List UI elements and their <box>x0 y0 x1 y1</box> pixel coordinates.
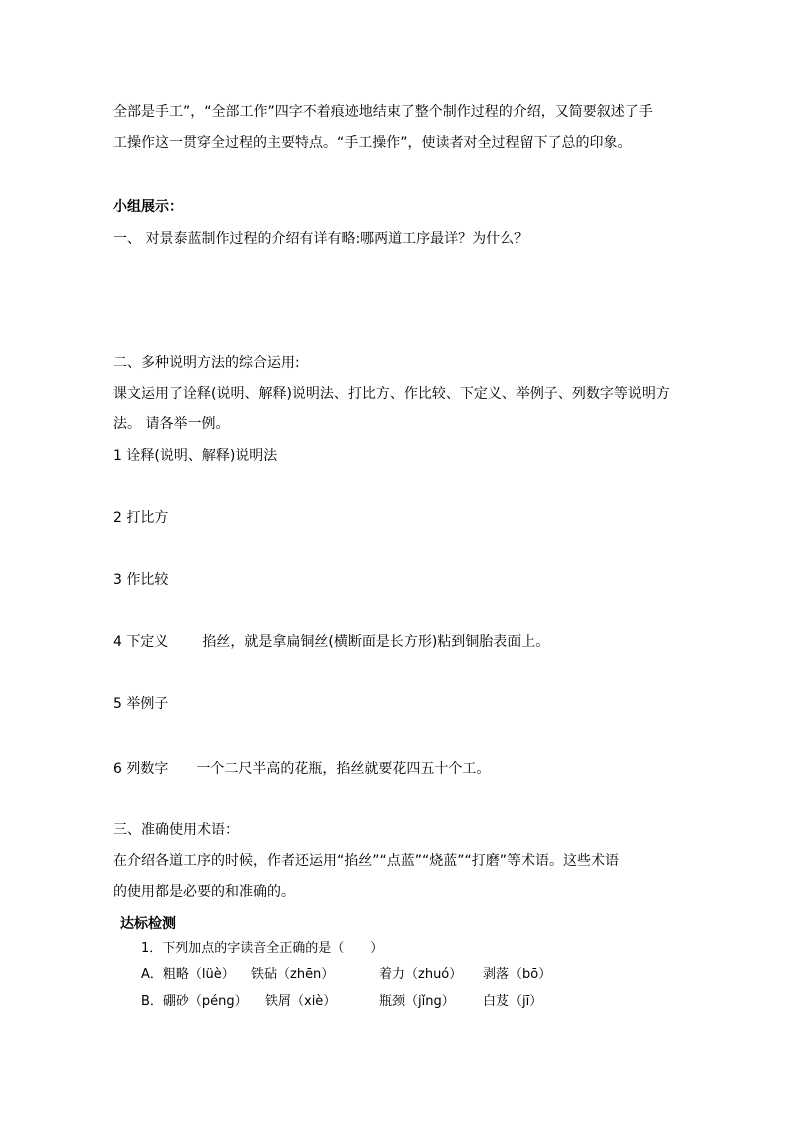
option-b-item: B．硼砂（péng） <box>141 994 248 1009</box>
terms-heading: 三、准确使用术语： <box>113 822 239 838</box>
option-b-item: 铁屑（xiè） <box>265 994 337 1009</box>
method-item-3 <box>113 570 168 590</box>
option-b-item: 瓶颈（jǐng） <box>379 994 455 1009</box>
option-b-item: 白芨（jī） <box>483 994 543 1009</box>
method-item-example: 一个二尺半高的花瓶，掐丝就要花四五十个工。 <box>196 761 491 777</box>
group-display-heading: 小组展示： <box>113 199 183 215</box>
paragraph-line-2: 工操作这一贯穿全过程的主要特点。“手工操作”，使读者对全过程留下了总的印象。 <box>113 135 632 151</box>
test-heading: 达标检测 <box>120 916 176 932</box>
test-question-1: 1．下列加点的字读音全正确的是（ ） <box>141 941 384 956</box>
method-item-label: 1 诠释(说明、解释)说明法 <box>113 448 278 464</box>
terms-line-1: 在介绍各道工序的时候，作者还运用“掐丝”“点蓝”“烧蓝”“打磨”等术语。这些术语 <box>113 853 620 869</box>
method-item-2 <box>113 508 168 528</box>
method-item-1 <box>113 446 277 466</box>
method-item-label: 5 举例子 <box>113 696 169 712</box>
method-item-4 <box>113 632 549 652</box>
method-item-6 <box>113 759 490 779</box>
methods-intro-line-1: 课文运用了诠释(说明、解释)说明法、打比方、作比较、下定义、举例子、列数字等说明方 <box>113 386 670 402</box>
method-item-label: 2 打比方 <box>113 510 169 526</box>
methods-intro-line-2: 法。 请各举一例。 <box>113 416 230 432</box>
methods-heading: 二、多种说明方法的综合运用: <box>113 355 300 371</box>
paragraph-line-1: 全部是手工”，“全部工作”四字不着痕迹地结束了整个制作过程的介绍，又简要叙述了手 <box>113 104 653 120</box>
option-a-item: 铁砧（zhēn） <box>251 967 335 982</box>
method-item-label: 4 下定义 <box>113 634 169 650</box>
method-item-label: 3 作比较 <box>113 572 169 588</box>
option-a-item: 剥落（bō） <box>483 967 552 982</box>
option-a-item: A．粗略（lüè） <box>141 967 235 982</box>
option-a-item: 着力（zhuó） <box>379 967 463 982</box>
terms-line-2: 的使用都是必要的和准确的。 <box>113 884 295 900</box>
method-item-5 <box>113 694 168 714</box>
method-item-example: 掐丝，就是拿扁铜丝(横断面是长方形)粘到铜胎表面上。 <box>202 634 550 650</box>
method-item-label: 6 列数字 <box>113 761 169 777</box>
group-question-1: 一、 对景泰蓝制作过程的介绍有详有略:哪两道工序最详？为什么？ <box>113 231 529 247</box>
